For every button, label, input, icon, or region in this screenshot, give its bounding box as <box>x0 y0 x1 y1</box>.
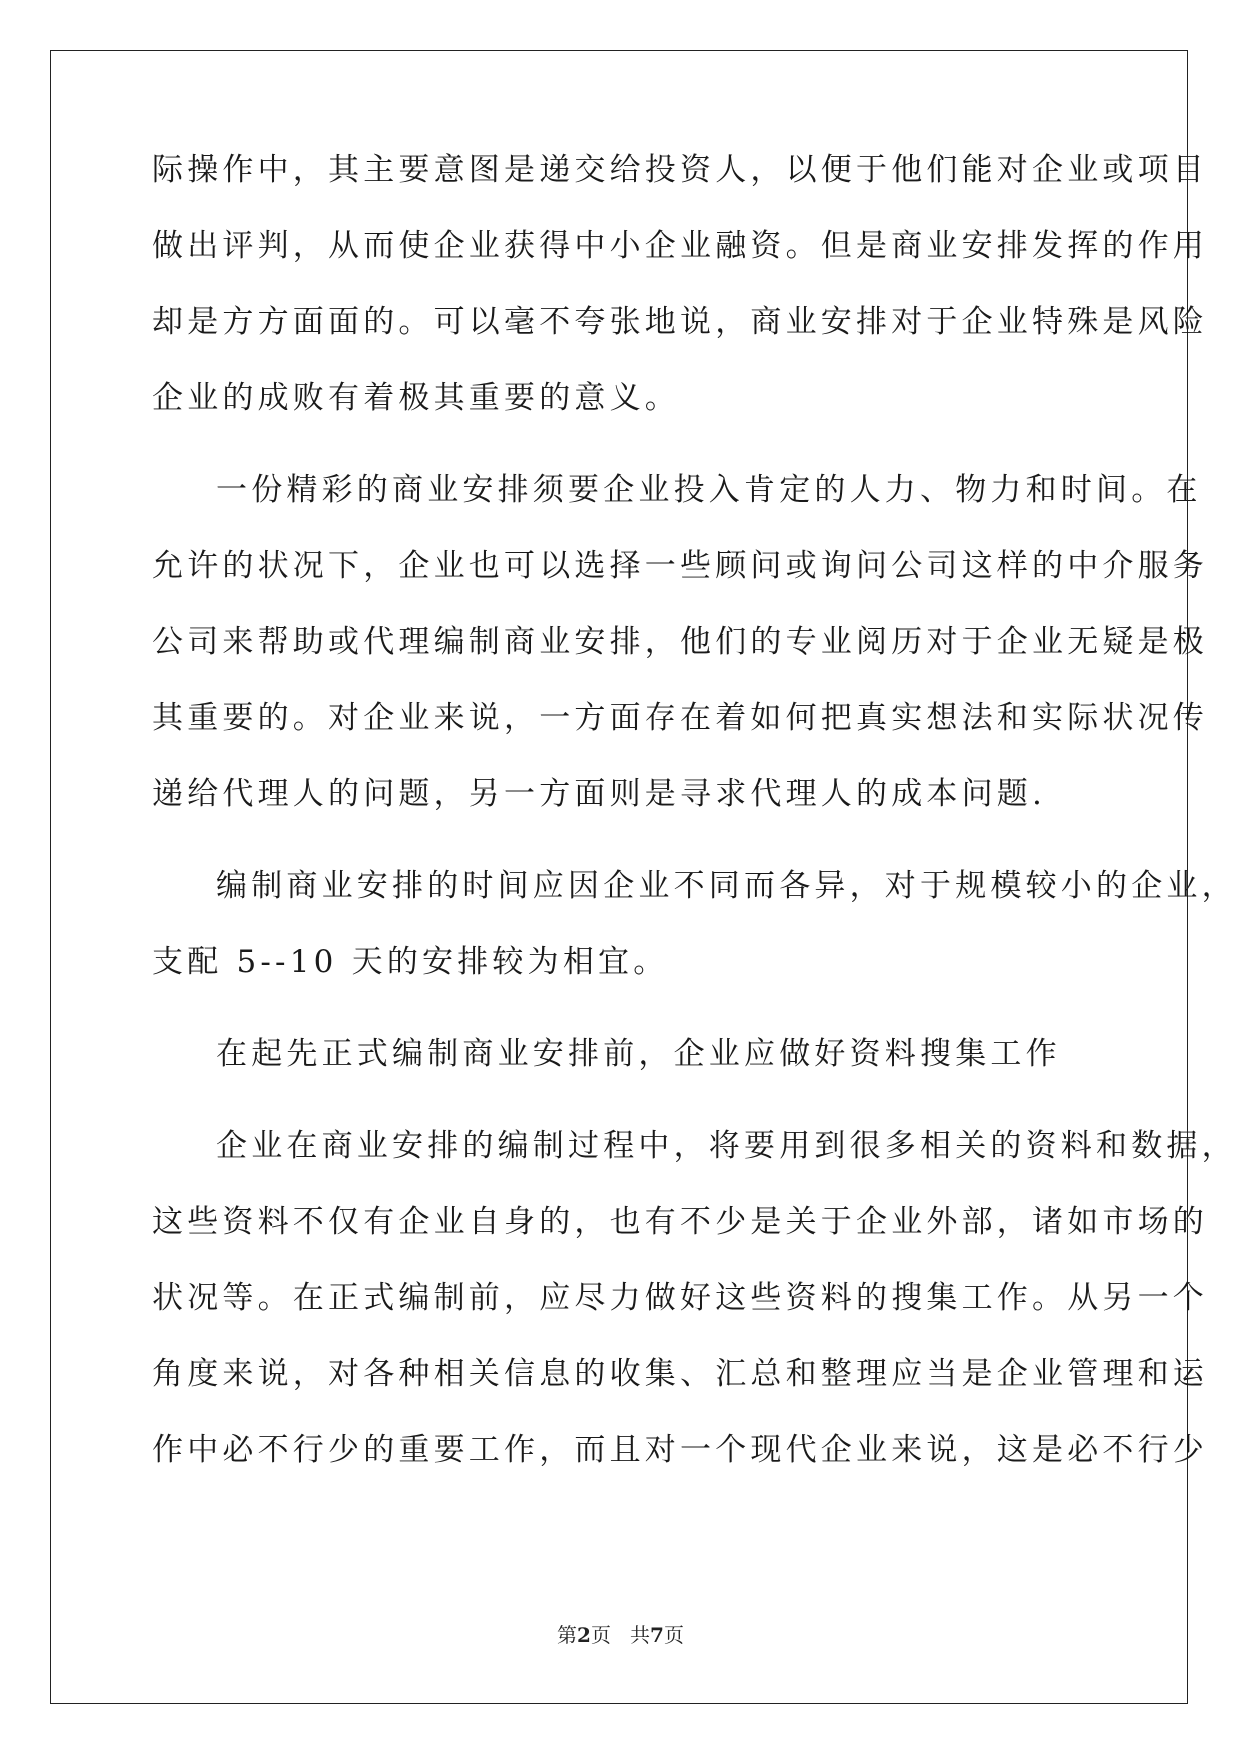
text-line: 作中必不行少的重要工作，而且对一个现代企业来说，这是必不行少 <box>152 1432 1208 1468</box>
page-prefix: 第 <box>557 1623 578 1647</box>
paragraph-first-line: 一份精彩的商业安排须要企业投入肯定的人力、物力和时间。在 <box>216 472 1202 508</box>
paragraph-first-line: 编制商业安排的时间应因企业不同而各异，对于规模较小的企业， <box>216 868 1237 904</box>
paragraph-first-line: 企业在商业安排的编制过程中，将要用到很多相关的资料和数据， <box>216 1128 1237 1164</box>
text-line: 递给代理人的问题，另一方面则是寻求代理人的成本问题. <box>152 776 1047 812</box>
page-suffix: 页 <box>590 1623 611 1647</box>
text-line: 其重要的。对企业来说，一方面存在着如何把真实想法和实际状况传 <box>152 700 1208 736</box>
text-line: 公司来帮助或代理编制商业安排，他们的专业阅历对于企业无疑是极 <box>152 624 1208 660</box>
page-footer <box>0 1622 1241 1648</box>
text-line: 状况等。在正式编制前，应尽力做好这些资料的搜集工作。从另一个 <box>152 1280 1208 1316</box>
page-number: 2 <box>577 1623 591 1647</box>
section-heading-line: 在起先正式编制商业安排前，企业应做好资料搜集工作 <box>216 1036 1061 1072</box>
total-pages: 7 <box>650 1623 664 1647</box>
text-line: 却是方方面面的。可以毫不夸张地说，商业安排对于企业特殊是风险 <box>152 304 1208 340</box>
text-line: 企业的成败有着极其重要的意义。 <box>152 380 680 416</box>
total-prefix: 共 <box>630 1623 651 1647</box>
text-line: 允许的状况下，企业也可以选择一些顾问或询问公司这样的中介服务 <box>152 548 1208 584</box>
text-line: 做出评判，从而使企业获得中小企业融资。但是商业安排发挥的作用 <box>152 228 1208 264</box>
total-suffix: 页 <box>663 1623 684 1647</box>
text-line: 这些资料不仅有企业自身的，也有不少是关于企业外部，诸如市场的 <box>152 1204 1208 1240</box>
text-line: 支配 5--10 天的安排较为相宜。 <box>152 944 669 980</box>
text-line: 角度来说，对各种相关信息的收集、汇总和整理应当是企业管理和运 <box>152 1356 1208 1392</box>
text-line: 际操作中，其主要意图是递交给投资人，以便于他们能对企业或项目 <box>152 152 1208 188</box>
